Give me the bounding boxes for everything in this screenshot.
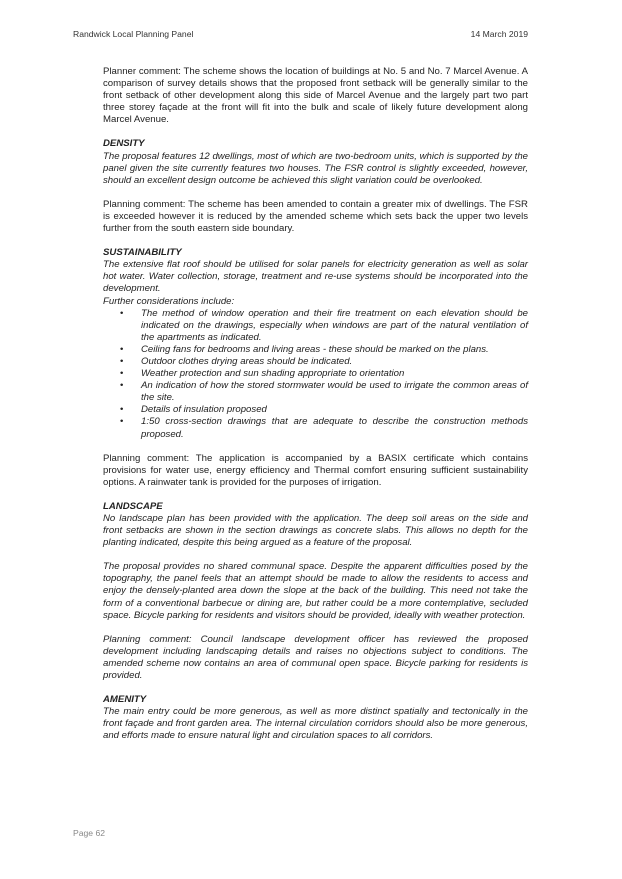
panel-comment-amenity: The main entry could be more generous, as well as more distinct spatially and tectonically in the front façade and front garden area. The internal circulation corridors should also be more generous, and efforts made to ensure natural light and circulation spaces to all corridors. [103, 706, 528, 742]
heading-landscape: LANDSCAPE [103, 500, 163, 512]
header-title: Randwick Local Planning Panel [73, 29, 194, 39]
planner-comment-setback: Planner comment: The scheme shows the location of buildings at No. 5 and No. 7 Marcel Avenue. A comparison of survey details shows that the proposed front setback will be generally similar to the front setback of other development along this side of Marcel Avenue and the largely part two part three storey façade at the front will fit into the bulk and scale of likely future development along Marcel Avenue. [103, 66, 528, 126]
list-item: • Outdoor clothes drying areas should be indicated. [103, 356, 528, 368]
heading-sustainability: SUSTAINABILITY [103, 247, 182, 259]
list-item: • 1:50 cross-section drawings that are adequate to describe the construction methods proposed. [103, 416, 528, 440]
panel-comment-landscape: No landscape plan has been provided with the application. The deep soil areas on the side and front setbacks are shown in the section drawings as concrete slabs. This allows no depth for the planting indicated, despite this being argued as a feature of the proposal. [103, 513, 528, 549]
planning-comment-density: Planning comment: The scheme has been amended to contain a greater mix of dwellings. The FSR is exceeded however it is reduced by the amended scheme which sets back the upper two levels further from the south eastern side boundary. [103, 198, 528, 235]
list-item: • Ceiling fans for bedrooms and living areas - these should be marked on the plans. [103, 344, 528, 356]
panel-comment-density: The proposal features 12 dwellings, most of which are two-bedroom units, which is supported by the panel given the site currently features two houses. The FSR control is slightly exceeded, however, should an excellent design outcome be achieved this slight variation could be overlooked. [103, 150, 528, 186]
list-item: • The method of window operation and their fire treatment on each elevation should be indicated on the drawings, especially when windows are part of the natural ventilation of the apartments as indicated. [103, 308, 528, 344]
panel-comment-sustainability: The extensive flat roof should be utilised for solar panels for electricity generation as well as solar hot water. Water collection, storage, treatment and re-use systems should be incorporated into the development. [103, 259, 528, 295]
planning-comment-landscape: Planning comment: Council landscape development officer has reviewed the proposed development including landscaping details and raises no objections subject to conditions. The amended scheme now contains an area of communal open space. Bicycle parking for residents is provided. [103, 633, 528, 682]
heading-density: DENSITY [103, 138, 145, 150]
list-item: • An indication of how the stored stormwater would be used to irrigate the common areas of the site. [103, 380, 528, 404]
considerations-list [103, 308, 528, 441]
list-item: • Details of insulation proposed [103, 404, 528, 416]
heading-amenity: AMENITY [103, 694, 147, 706]
header-date: 14 March 2019 [470, 29, 528, 39]
page-number: Page 62 [73, 828, 106, 838]
document-body [103, 66, 528, 743]
panel-comment-communal-space: The proposal provides no shared communal space. Despite the apparent difficulties posed by the topography, the panel feels that an attempt should be made to allow the residents to access and enjoy the densely-planted area down the slope at the back of the building. This need not take the form of a conventional barbecue or dining are, but rather could be a more contemplative, secluded space. Bicycle parking for residents and visitors should be provided, ideally with weather protection. [103, 561, 528, 621]
further-considerations-label: Further considerations include: [103, 295, 235, 307]
list-item: • Weather protection and sun shading appropriate to orientation [103, 368, 528, 380]
planning-comment-sustainability: Planning comment: The application is accompanied by a BASIX certificate which contains provisions for water use, energy efficiency and Thermal comfort ensuring sufficient sustainability options. A rainwater tank is provided for the purposes of irrigation. [103, 452, 528, 488]
